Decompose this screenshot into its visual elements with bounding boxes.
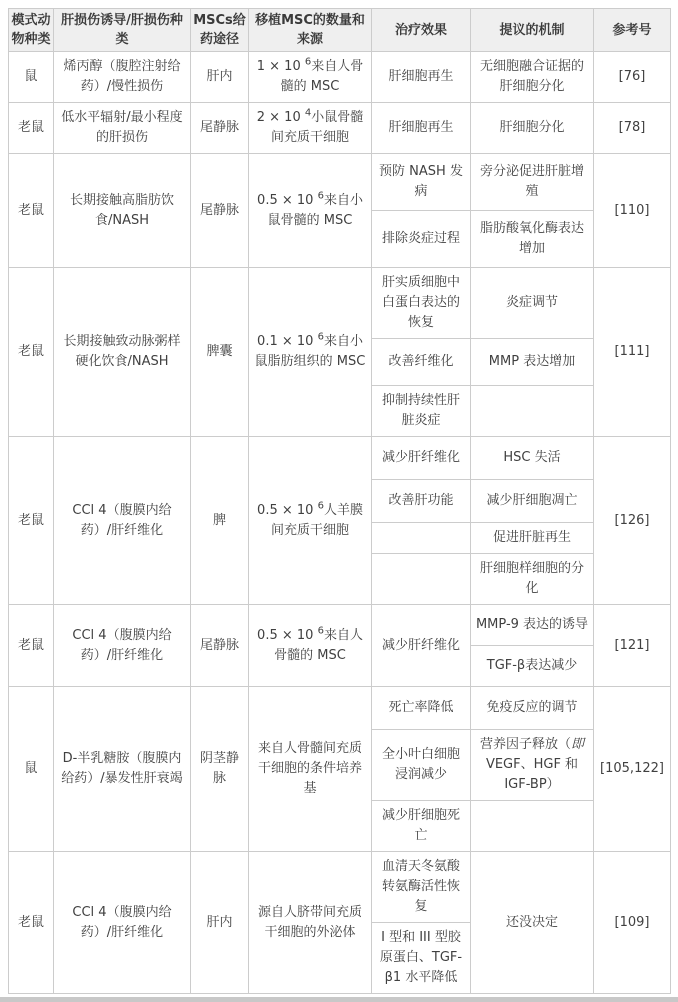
cell-effect: 血清天冬氨酸转氨酶活性恢复 (372, 852, 471, 923)
table-row (9, 605, 671, 646)
cell-animal: 老鼠 (9, 268, 54, 437)
col-header-amount: 移植MSC的数量和来源 (249, 9, 372, 52)
cell-ref: [109] (594, 852, 671, 994)
amount-exponent: 6 (317, 500, 324, 512)
cell-effect: 减少肝纤维化 (372, 605, 471, 687)
cell-mechanism (471, 730, 594, 801)
cell-mechanism-empty (471, 801, 594, 852)
amount-text: 人羊膜间充质干细胞 (270, 502, 363, 538)
cell-amount (249, 605, 372, 687)
cell-mechanism: 无细胞融合证据的肝细胞分化 (471, 52, 594, 103)
cell-effect: I 型和 III 型胶原蛋白、TGF-β1 水平降低 (372, 923, 471, 994)
cell-injury: CCl 4（腹膜内给药）/肝纤维化 (54, 437, 191, 605)
cell-animal: 老鼠 (9, 852, 54, 994)
cell-route: 尾静脉 (191, 605, 249, 687)
amount-exponent: 6 (317, 331, 324, 343)
cell-ref: [121] (594, 605, 671, 687)
table-row (9, 437, 671, 480)
cell-effect: 改善纤维化 (372, 339, 471, 386)
cell-ref: [105,122] (594, 687, 671, 852)
cell-injury: 长期接触致动脉粥样硬化饮食/NASH (54, 268, 191, 437)
table-row (9, 852, 671, 923)
cell-amount (249, 52, 372, 103)
amount-text: 0.5 × 10 (257, 627, 318, 643)
cell-injury: CCl 4（腹膜内给药）/肝纤维化 (54, 852, 191, 994)
cell-injury: D-半乳糖胺（腹膜内给药）/暴发性肝衰竭 (54, 687, 191, 852)
header-row (9, 9, 671, 52)
cell-animal: 老鼠 (9, 154, 54, 268)
col-header-effect: 治疗效果 (372, 9, 471, 52)
cell-animal: 鼠 (9, 52, 54, 103)
cell-ref: [78] (594, 103, 671, 154)
cell-amount (249, 268, 372, 437)
cell-animal: 老鼠 (9, 605, 54, 687)
table-body (9, 52, 671, 994)
amount-text: 来自小鼠骨髓的 MSC (267, 192, 363, 228)
cell-mechanism: 肝细胞样细胞的分化 (471, 554, 594, 605)
cell-amount (249, 687, 372, 852)
cell-effect: 预防 NASH 发病 (372, 154, 471, 211)
msc-studies-table (8, 8, 671, 994)
cell-mechanism: 炎症调节 (471, 268, 594, 339)
cell-ref: [76] (594, 52, 671, 103)
table-row (9, 154, 671, 211)
cell-amount (249, 103, 372, 154)
table-row (9, 268, 671, 339)
amount-text: 2 × 10 (256, 110, 305, 125)
cell-mechanism: TGF-β表达减少 (471, 646, 594, 687)
cell-animal: 老鼠 (9, 103, 54, 154)
cell-effect: 肝细胞再生 (372, 103, 471, 154)
cell-amount (249, 154, 372, 268)
cell-mechanism: 旁分泌促进肝脏增殖 (471, 154, 594, 211)
cell-animal: 鼠 (9, 687, 54, 852)
cell-injury: CCl 4（腹膜内给药）/肝纤维化 (54, 605, 191, 687)
cell-injury: 长期接触高脂肪饮食/NASH (54, 154, 191, 268)
cell-amount (249, 437, 372, 605)
amount-text: 来自人骨髓的 MSC (280, 59, 364, 94)
cell-route: 尾静脉 (191, 154, 249, 268)
cell-mechanism: HSC 失活 (471, 437, 594, 480)
cell-effect: 肝实质细胞中白蛋白表达的恢复 (372, 268, 471, 339)
cell-ref: [111] (594, 268, 671, 437)
table-row (9, 52, 671, 103)
amount-text: 小鼠骨髓间充质干细胞 (270, 110, 364, 145)
amount-text: 来自小鼠脂肪组织的 MSC (254, 334, 366, 369)
cell-route: 脾囊 (191, 268, 249, 437)
cell-mechanism: 脂肪酸氧化酶表达增加 (471, 211, 594, 268)
cell-injury: 烯丙醇（腹腔注射给药）/慢性损伤 (54, 52, 191, 103)
cell-route: 脾 (191, 437, 249, 605)
mechanism-text-italic: 即 (571, 737, 585, 752)
amount-exponent: 6 (317, 625, 324, 637)
cell-injury: 低水平辐射/最小程度的肝损伤 (54, 103, 191, 154)
cell-mechanism: 减少肝细胞凋亡 (471, 480, 594, 523)
cell-ref: [126] (594, 437, 671, 605)
cell-amount (249, 852, 372, 994)
cell-mechanism: MMP 表达增加 (471, 339, 594, 386)
table-row (9, 687, 671, 730)
cell-route: 肝内 (191, 852, 249, 994)
cell-route: 尾静脉 (191, 103, 249, 154)
cell-mechanism: 促进肝脏再生 (471, 523, 594, 554)
col-header-ref: 参考号 (594, 9, 671, 52)
amount-exponent: 6 (317, 190, 324, 202)
cell-mechanism: 免疫反应的调节 (471, 687, 594, 730)
mechanism-text: 营养因子释放（ (479, 737, 571, 752)
amount-text: 1 × 10 (256, 59, 305, 74)
table-header (9, 9, 671, 52)
amount-text: 0.5 × 10 (257, 502, 318, 518)
amount-text: 源自人脐带间充质干细胞的外泌体 (257, 904, 362, 940)
amount-text: 来自人骨髓间充质干细胞的条件培养基 (257, 741, 362, 796)
cell-route: 肝内 (191, 52, 249, 103)
amount-exponent: 4 (304, 107, 312, 119)
amount-text: 0.1 × 10 (257, 334, 318, 349)
cell-effect-empty (372, 523, 471, 554)
cell-effect: 排除炎症过程 (372, 211, 471, 268)
horizontal-scrollbar[interactable] (0, 997, 678, 1002)
col-header-injury: 肝损伤诱导/肝损伤种类 (54, 9, 191, 52)
cell-ref: [110] (594, 154, 671, 268)
cell-effect: 抑制持续性肝脏炎症 (372, 386, 471, 437)
amount-text: 来自人骨髓的 MSC (274, 627, 363, 663)
cell-effect: 减少肝细胞死亡 (372, 801, 471, 852)
col-header-route: MSCs给药途径 (191, 9, 249, 52)
col-header-animal: 模式动物种类 (9, 9, 54, 52)
cell-animal: 老鼠 (9, 437, 54, 605)
amount-exponent: 6 (304, 56, 312, 68)
cell-effect: 全小叶白细胞浸润减少 (372, 730, 471, 801)
cell-mechanism-empty (471, 386, 594, 437)
cell-effect: 肝细胞再生 (372, 52, 471, 103)
cell-mechanism: 还没决定 (471, 852, 594, 994)
cell-route: 阴茎静脉 (191, 687, 249, 852)
table-row (9, 103, 671, 154)
amount-text: 0.5 × 10 (257, 192, 318, 208)
col-header-mechanism: 提议的机制 (471, 9, 594, 52)
cell-effect: 改善肝功能 (372, 480, 471, 523)
cell-mechanism: 肝细胞分化 (471, 103, 594, 154)
cell-mechanism: MMP-9 表达的诱导 (471, 605, 594, 646)
cell-effect: 死亡率降低 (372, 687, 471, 730)
cell-effect: 减少肝纤维化 (372, 437, 471, 480)
mechanism-text: VEGF、HGF 和 IGF-BP） (485, 757, 579, 792)
cell-effect-empty (372, 554, 471, 605)
